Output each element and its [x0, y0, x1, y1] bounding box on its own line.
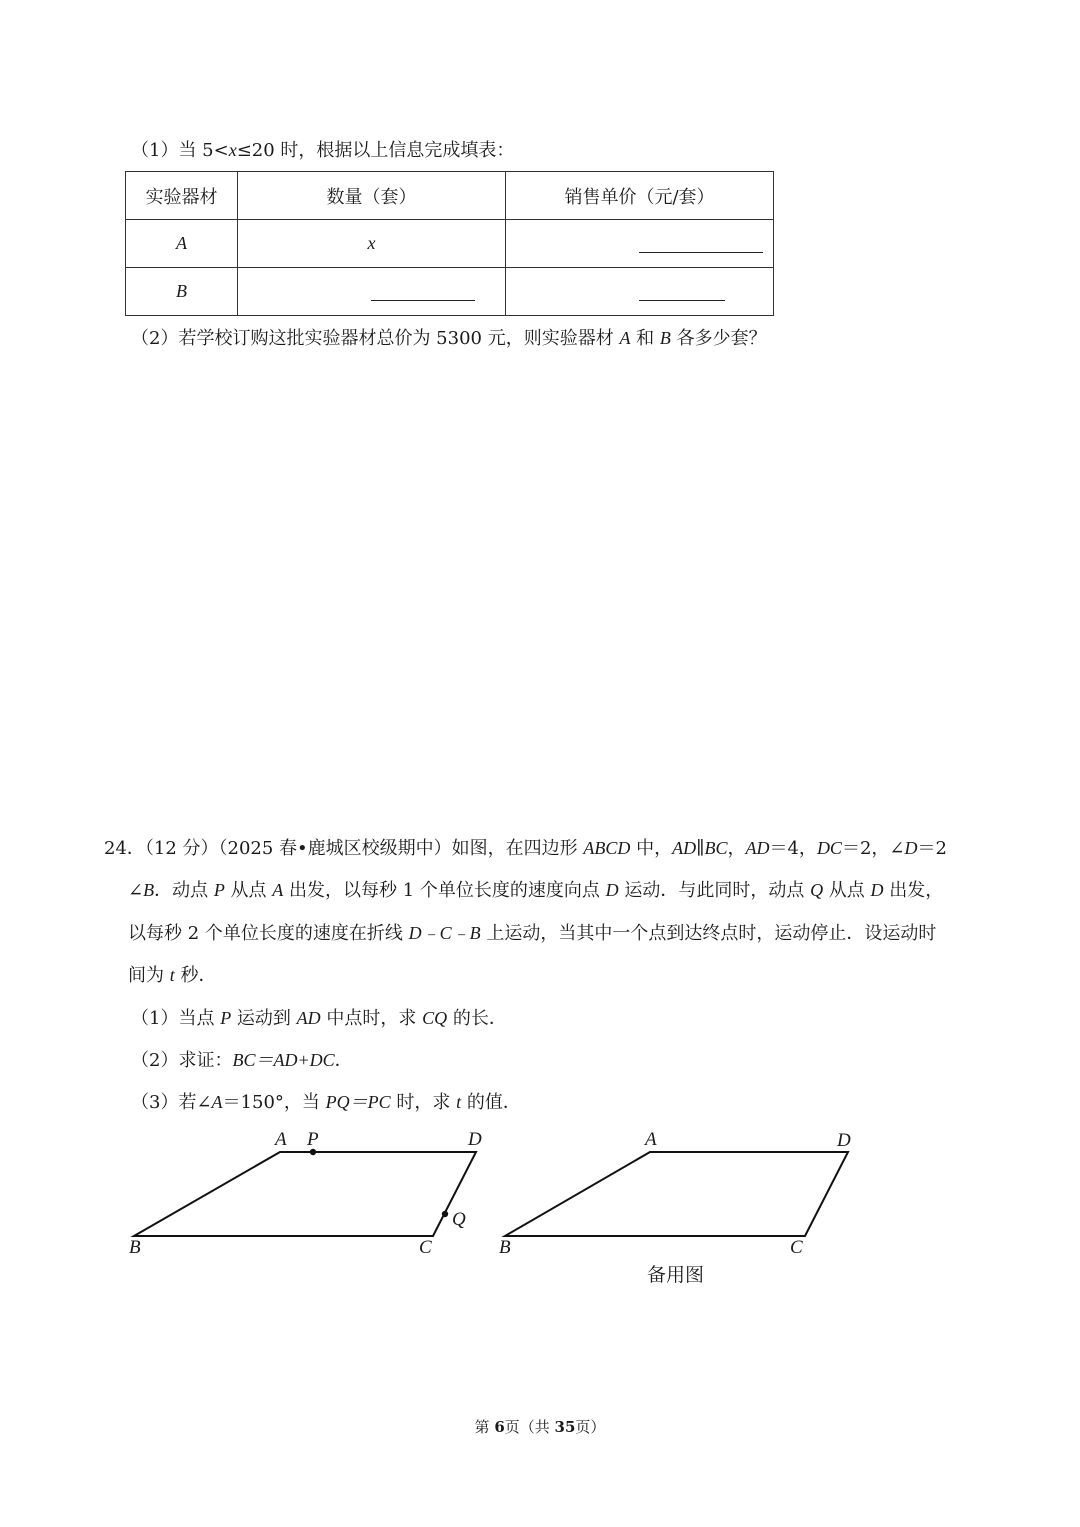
table-header-cell: 数量（套） [238, 172, 506, 220]
figure1-parallelogram [134, 1152, 476, 1236]
fig2-label-d: D [837, 1130, 851, 1151]
part2-text: 和 [630, 328, 660, 349]
q24-sub3: （3）若∠A＝150°，当 PQ＝PC 时，求 t 的值． [131, 1092, 521, 1113]
part2-b: B [659, 328, 671, 348]
page-footer: 第 6页（共 35页） [474, 1418, 606, 1436]
table-header-cell: 销售单价（元/套） [506, 172, 774, 220]
footer-page-number: 6 [494, 1418, 505, 1436]
figure1-point-q [442, 1211, 448, 1217]
q24-sub2: （2）求证：BC＝AD+DC． [131, 1050, 353, 1071]
part1-var: x [228, 140, 237, 160]
table-cell-qty: x [367, 233, 376, 253]
q24-line2: ∠B．动点 P 从点 A 出发，以每秒 1 个单位长度的速度向点 D 运动．与此同时，动点 Q 从点 D 出发， [128, 880, 944, 901]
footer-total-pages: 35 [554, 1418, 576, 1436]
q24-line4: 间为 t 秒． [128, 965, 217, 986]
part1-suffix: ≤20 时，根据以上信息完成填表： [236, 140, 515, 161]
figure2-caption: 备用图 [647, 1264, 705, 1286]
fig1-label-a: A [275, 1129, 287, 1150]
fig1-label-d: D [468, 1129, 482, 1150]
q24-line1: 24．（12 分）（2025 春•鹿城区校级期中）如图，在四边形 ABCD 中，AD∥BC，AD＝4，DC＝2，∠D＝2 [104, 838, 947, 859]
table-header-cell: 实验器材 [126, 172, 238, 220]
table-cell-item: B [176, 281, 187, 301]
fig2-label-a: A [645, 1129, 657, 1150]
fig2-label-b: B [499, 1237, 511, 1258]
fig1-label-b: B [129, 1237, 141, 1258]
figure2-parallelogram [505, 1152, 848, 1236]
part2-text: 各多少套？ [670, 328, 767, 349]
fig1-label-q: Q [452, 1209, 466, 1230]
fig1-label-c: C [419, 1237, 432, 1258]
part2-a: A [619, 328, 631, 348]
part1-prefix: （1）当 5< [131, 140, 229, 161]
fig2-label-c: C [790, 1237, 803, 1258]
q24-sub1: （1）当点 P 运动到 AD 中点时，求 CQ 的长． [131, 1008, 507, 1029]
fig1-label-p: P [307, 1129, 319, 1150]
table-cell-item: A [176, 233, 187, 253]
part2-text: （2）若学校订购这批实验器材总价为 5300 元，则实验器材 [131, 328, 620, 349]
q24-line3: 以每秒 2 个单位长度的速度在折线 D﹣C﹣B 上运动，当其中一个点到达终点时，运动停止．设运动时 [128, 923, 937, 944]
